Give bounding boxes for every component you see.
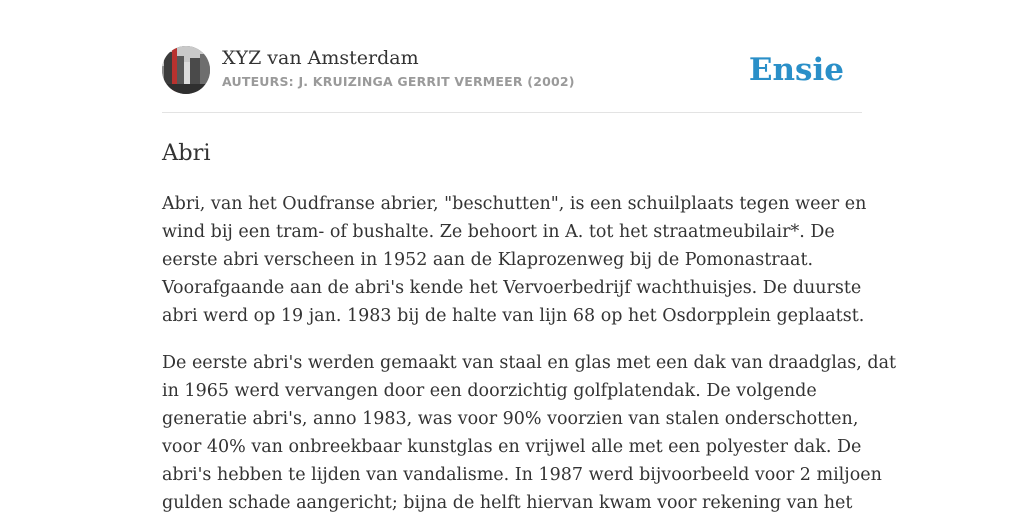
- paragraph-line: Abri, van het Oudfranse abrier, "beschutten", is een schuilplaats tegen weer en: [162, 194, 867, 214]
- authors-label: AUTEURS:: [222, 74, 294, 89]
- authors-line: [222, 74, 575, 90]
- entry-paragraph: [162, 349, 897, 512]
- authors-names: J. KRUIZINGA GERRIT VERMEER (2002): [298, 74, 575, 89]
- source-header: [162, 46, 862, 113]
- ensie-logo[interactable]: Ensie: [748, 52, 844, 88]
- entry-body: [162, 190, 897, 512]
- entry-paragraph: [162, 190, 867, 330]
- paragraph-line: eerste abri verscheen in 1952 aan de Klaprozenweg bij de Pomonastraat.: [162, 250, 814, 270]
- source-avatar[interactable]: [162, 46, 210, 94]
- paragraph-line: in 1965 werd vervangen door een doorzichtig golfplatendak. De volgende: [162, 381, 817, 401]
- paragraph-line: Voorafgaande aan de abri's kende het Vervoerbedrijf wachthuisjes. De duurste: [162, 278, 862, 298]
- source-photo-icon: [162, 46, 210, 94]
- paragraph-line: De eerste abri's werden gemaakt van staal en glas met een dak van draadglas, dat: [162, 353, 897, 373]
- paragraph-line: abri werd op 19 jan. 1983 bij de halte van lijn 68 op het Osdorpplein geplaatst.: [162, 306, 865, 326]
- paragraph-line: wind bij een tram- of bushalte. Ze behoort in A. tot het straatmeubilair*. De: [162, 222, 835, 242]
- entry-title: Abri: [162, 140, 211, 166]
- paragraph-line: gulden schade aangericht; bijna de helft hiervan kwam voor rekening van het: [162, 493, 853, 512]
- paragraph-line: voor 40% van onbreekbaar kunstglas en vrijwel alle met een polyester dak. De: [162, 437, 862, 457]
- paragraph-line: generatie abri's, anno 1983, was voor 90% voorzien van stalen onderschotten,: [162, 409, 859, 429]
- source-name[interactable]: XYZ van Amsterdam: [222, 47, 419, 69]
- paragraph-line: abri's hebben te lijden van vandalisme. In 1987 werd bijvoorbeeld voor 2 miljoen: [162, 465, 882, 485]
